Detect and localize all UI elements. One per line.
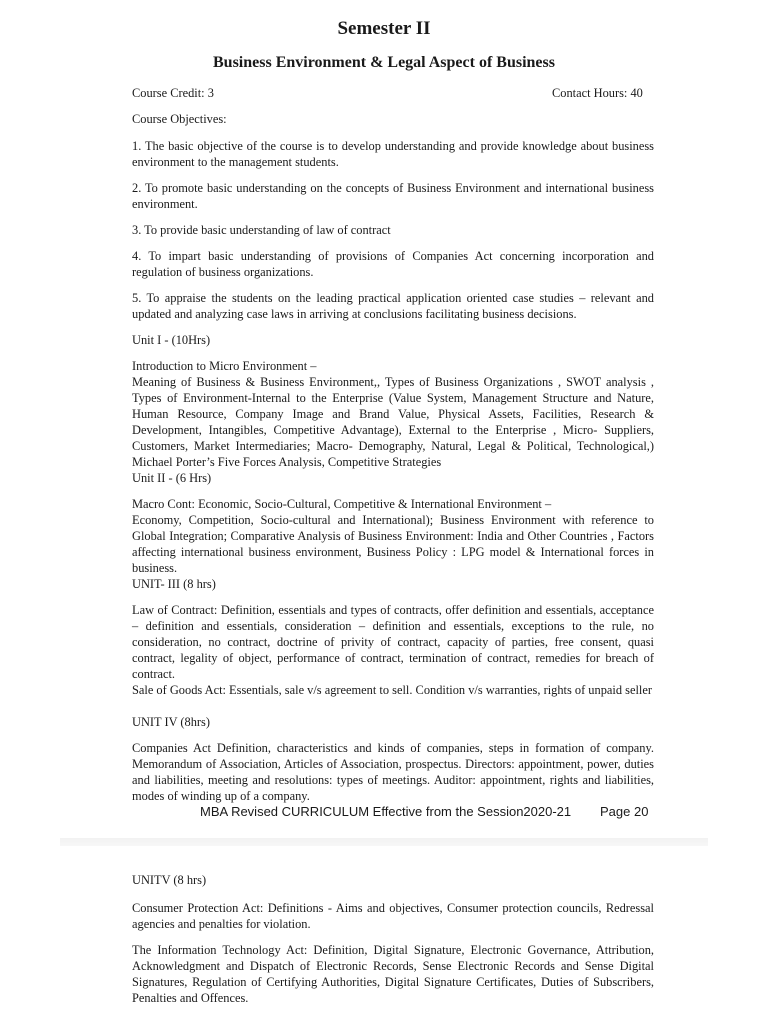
unit4-body: Companies Act Definition, characteristics and kinds of companies, steps in formation of company. Memorandum of Association, Articles of Association, prospectus. Directors: appointment, power, duties and liabilities, meeting and resolutions: types of meetings. Auditor: appointment, rights and liabilities, modes of winding up of a company. bbox=[132, 741, 654, 803]
unit2-intro: Macro Cont: Economic, Socio-Cultural, Competitive & International Environment – bbox=[132, 497, 552, 511]
semester-heading: Semester II bbox=[337, 18, 431, 39]
unit1-intro: Introduction to Micro Environment – bbox=[132, 359, 317, 373]
course-credit: Course Credit: 3 bbox=[132, 86, 214, 100]
objective-item: 1. The basic objective of the course is to develop understanding and provide knowledge about business environment to the management students. bbox=[132, 139, 654, 169]
unit5-heading: UNITV (8 hrs) bbox=[132, 873, 207, 887]
objective-item: 3. To provide basic understanding of law of contract bbox=[132, 223, 391, 237]
unit1-heading: Unit I - (10Hrs) bbox=[132, 333, 211, 347]
unit5-consumer-protection: Consumer Protection Act: Definitions - Aims and objectives, Consumer protection councils, Redressal agencies and penalties for violation. bbox=[132, 901, 654, 931]
objective-item: 2. To promote basic understanding on the concepts of Business Environment and international business environment. bbox=[132, 181, 654, 211]
unit3-heading: UNIT- III (8 hrs) bbox=[132, 577, 216, 591]
objective-item: 4. To impart basic understanding of provisions of Companies Act concerning incorporation and regulation of business organizations. bbox=[132, 249, 654, 279]
course-title: Business Environment & Legal Aspect of Business bbox=[213, 54, 555, 71]
contact-hours: Contact Hours: 40 bbox=[552, 86, 643, 100]
page-number: Page 20 bbox=[600, 804, 649, 819]
objectives-heading: Course Objectives: bbox=[132, 112, 227, 126]
unit3-body-sale-of-goods: Sale of Goods Act: Essentials, sale v/s agreement to sell. Condition v/s warranties, rights of unpaid seller bbox=[132, 683, 652, 697]
unit2-body: Economy, Competition, Socio-cultural and International); Business Environment with reference to Global Integration; Comparative Analysis of Business Environment: India and Other Countries , Factors affecting international business environment, Business Policy : LPG model & International forces in business. bbox=[132, 513, 654, 575]
objective-item: 5. To appraise the students on the leading practical application oriented case studies – relevant and updated and analyzing case laws in arriving at conclusions facilitating business decisions. bbox=[132, 291, 654, 321]
unit1-body: Meaning of Business & Business Environment,, Types of Business Organizations , SWOT analysis , Types of Environment-Internal to the Enterprise (Value System, Management Structure and Nature, Human Resource, Company Image and Brand Value, Physical Assets, Facilities, Research & Development, Intangibles, Competitive Advantage), External to the Enterprise , Micro- Suppliers, Customers, Market Intermediaries; Macro- Demography, Natural, Legal & Political, Technological,) Michael Porter’s Five Forces Analysis, Competitive Strategies bbox=[132, 375, 654, 469]
document-page-2 bbox=[0, 846, 768, 1024]
page-separator bbox=[60, 838, 708, 846]
unit3-body: Law of Contract: Definition, essentials and types of contracts, offer definition and essentials, acceptance – definition and essentials, consideration – definition and essentials, exceptions to the rule, no consideration, no contract, doctrine of privity of contract, capacity of parties, free consent, quasi contract, legality of object, performance of contract, termination of contract, remedies for breach of contract. bbox=[132, 603, 654, 681]
unit5-information-technology: The Information Technology Act: Definition, Digital Signature, Electronic Governance, Attribution, Acknowledgment and Dispatch of Electronic Records, Sense Electronic Records and Sense Digital Signatures, Regulation of Certifying Authorities, Digital Signature Certificates, Duties of Subscribers, Penalties and Offences. bbox=[132, 943, 654, 1005]
unit2-heading: Unit II - (6 Hrs) bbox=[132, 471, 212, 485]
footer-curriculum: MBA Revised CURRICULUM Effective from the Session2020-21 bbox=[200, 804, 572, 819]
unit4-heading: UNIT IV (8hrs) bbox=[132, 715, 211, 729]
